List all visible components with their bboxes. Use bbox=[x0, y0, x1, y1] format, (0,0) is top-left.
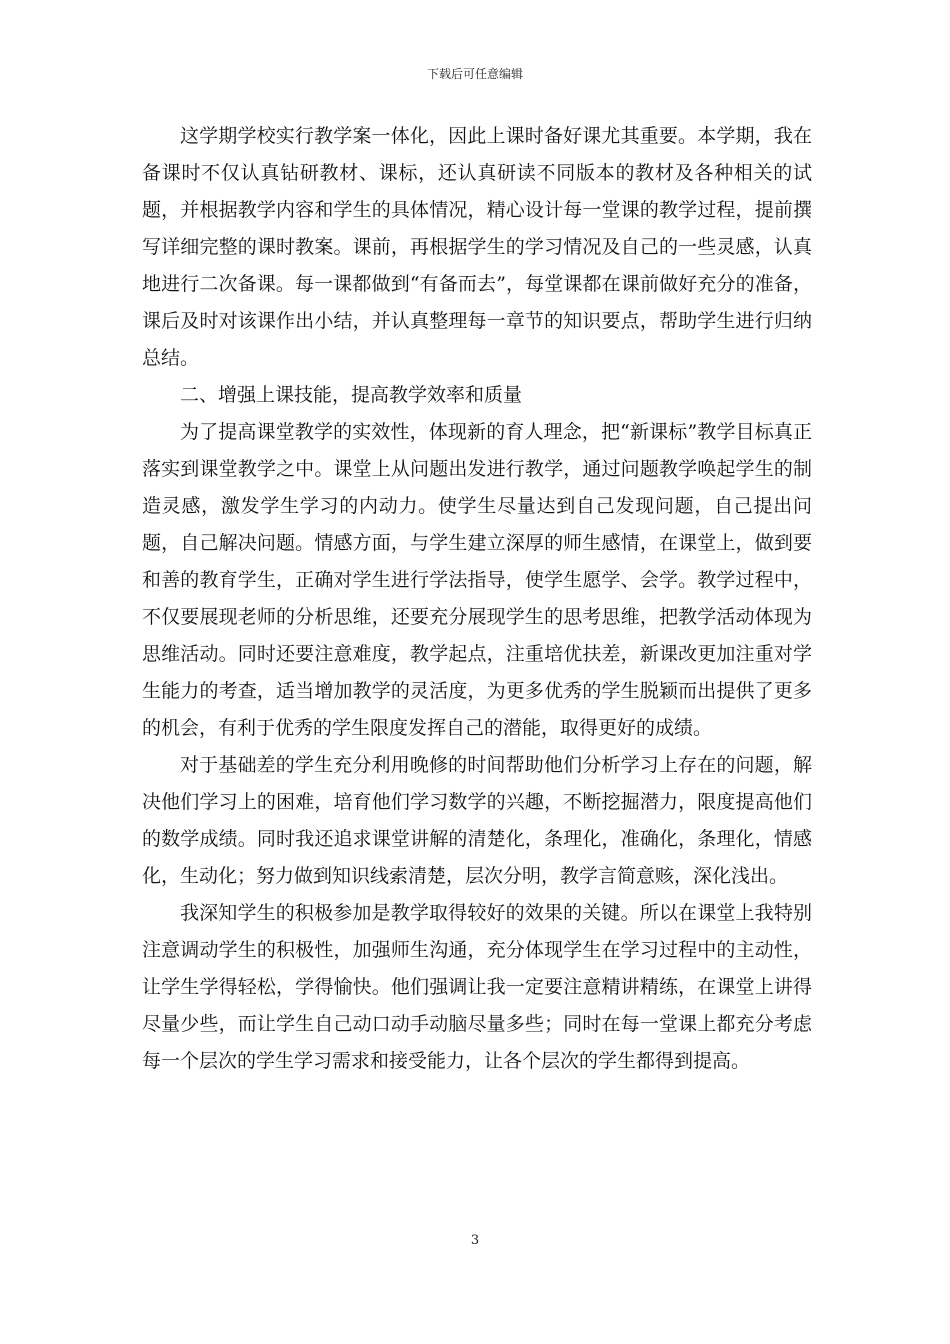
paragraph-student-participation: 我深知学生的积极参加是教学取得较好的效果的关键。所以在课堂上我特别注意调动学生的积极性，加强师生沟通，充分体现学生在学习过程中的主动性，让学生学得轻松，学得愉快。他们强调让我一定要注意精讲精练，在课堂上讲得尽量少些，而让学生自己动口动手动脑尽量多些；同时在每一堂课上都充分考虑每一个层次的学生学习需求和接受能力，让各个层次的学生都得到提高。 bbox=[142, 902, 812, 1072]
document-body bbox=[142, 118, 812, 1080]
paragraph-weak-students: 对于基础差的学生充分利用晚修的时间帮助他们分析学习上存在的问题，解决他们学习上的困难，培育他们学习数学的兴趣，不断挖掘潜力，限度提高他们的数学成绩。同时我还追求课堂讲解的清楚化，条理化，准确化，条理化，情感化，生动化；努力做到知识线索清楚，层次分明，教学言简意赅，深化浅出。 bbox=[142, 754, 812, 887]
page-number: 3 bbox=[470, 1233, 480, 1248]
paragraph-classroom-efficiency: 为了提高课堂教学的实效性，体现新的育人理念，把“新课标”教学目标真正落实到课堂教学之中。课堂上从问题出发进行教学，通过问题教学唤起学生的制造灵感，激发学生学习的内动力。使学生尽量达到自己发现问题，自己提出问题，自己解决问题。情感方面，与学生建立深厚的师生感情，在课堂上，做到要和善的教育学生，正确对学生进行学法指导，使学生愿学、会学。教学过程中，不仅要展现老师的分析思维，还要充分展现学生的思考思维，把教学活动体现为思维活动。同时还要注意难度，教学起点，注重培优扶差，新课改更加注重对学生能力的考查，适当增加教学的灵活度，为更多优秀的学生脱颖而出提供了更多的机会，有利于优秀的学生限度发挥自己的潜能，取得更好的成绩。 bbox=[142, 421, 812, 739]
paragraph-lesson-prep: 这学期学校实行教学案一体化，因此上课时备好课尤其重要。本学期，我在备课时不仅认真钻研教材、课标，还认真研读不同版本的教材及各种相关的试题，并根据教学内容和学生的具体情况，精心设计每一堂课的教学过程，提前撰写详细完整的课时教案。课前，再根据学生的学习情况及自己的一些灵感，认真地进行二次备课。每一课都做到“有备而去”，每堂课都在课前做好充分的准备，课后及时对该课作出小结，并认真整理每一章节的知识要点，帮助学生进行归纳总结。 bbox=[142, 125, 812, 369]
page-header: 下载后可任意编辑 bbox=[426, 67, 523, 81]
section-heading-2: 二、增强上课技能，提高教学效率和质量 bbox=[180, 384, 523, 406]
